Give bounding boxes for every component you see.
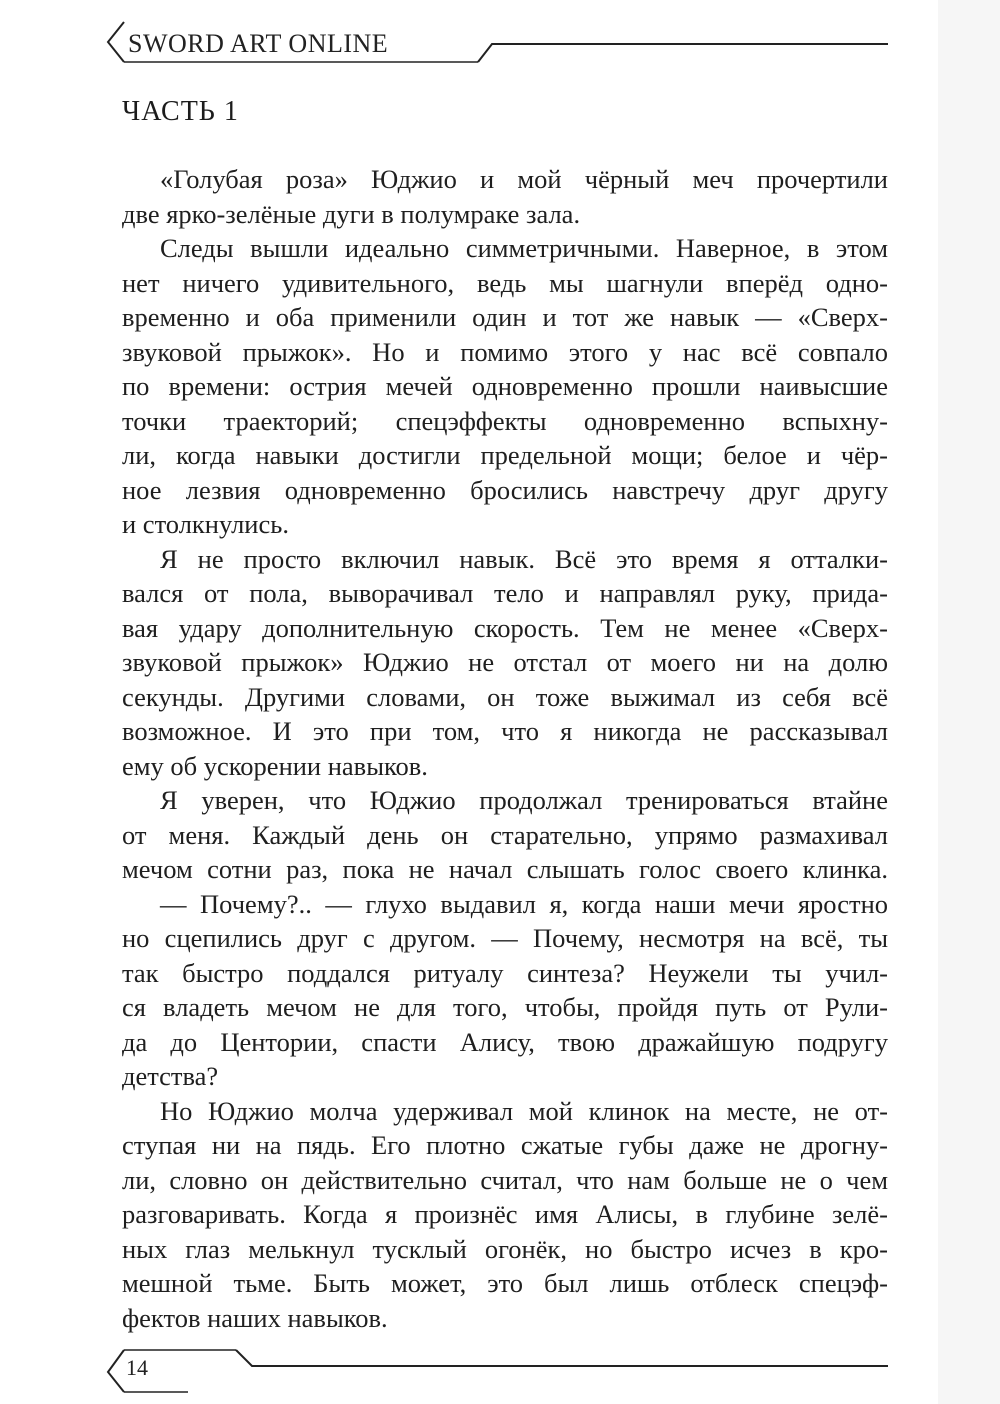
body-line: ступая ни на пядь. Его плотно сжатые губы даже не дрогну- bbox=[122, 1130, 888, 1160]
body-line: секунды. Другими словами, он тоже выжимал из себя всё bbox=[122, 681, 888, 712]
body-line: детства? bbox=[122, 1061, 219, 1091]
footer-rule bbox=[0, 1330, 1000, 1400]
body-line: — Почему?.. — глухо выдавил я, когда наши мечи яростно bbox=[160, 888, 888, 919]
body-line: звуковой прыжок». Но и помимо этого у нас всё совпало bbox=[122, 336, 888, 367]
body-line: Я уверен, что Юджио продолжал тренироваться втайне bbox=[160, 785, 888, 815]
body-line: ся владеть мечом не для того, чтобы, пройдя путь от Рули- bbox=[122, 992, 888, 1022]
body-line: фектов наших навыков. bbox=[122, 1302, 388, 1333]
body-line: и столкнулись. bbox=[122, 509, 289, 539]
running-header-title: SWORD ART ONLINE bbox=[128, 29, 389, 58]
page-edge-shadow bbox=[938, 0, 1000, 1404]
body-text bbox=[122, 162, 888, 1335]
body-line: две ярко-зелёные дуги в полумраке зала. bbox=[122, 198, 581, 229]
body-line: временно и оба применили один и тот же навык — «Сверх- bbox=[122, 302, 888, 332]
body-line: ему об ускорении навыков. bbox=[122, 750, 428, 781]
body-line: ли, когда навыки достигли предельной мощи; белое и чёр- bbox=[122, 440, 888, 470]
body-line: возможное. И это при том, что я никогда не рассказывал bbox=[122, 716, 888, 746]
body-line: да до Центории, спасти Алису, твою дражайшую подругу bbox=[122, 1026, 888, 1057]
body-line: вался от пола, выворачивал тело и направлял руку, прида- bbox=[122, 578, 888, 608]
body-line: мечом сотни раз, пока не начал слышать голос своего клинка. bbox=[122, 854, 888, 884]
body-line: но сцепились друг с другом. — Почему, несмотря на всё, ты bbox=[122, 923, 888, 953]
body-line: ли, словно он действительно считал, что нам больше не о чем bbox=[122, 1164, 888, 1195]
body-line: ных глаз мелькнул тусклый огонёк, но быстро исчез в кро- bbox=[122, 1233, 888, 1264]
body-line: так быстро поддался ритуалу синтеза? Неужели ты учил- bbox=[122, 957, 888, 988]
page-number: 14 bbox=[126, 1355, 148, 1380]
body-line: разговаривать. Когда я произнёс имя Алисы, в глубине зелё- bbox=[122, 1199, 888, 1229]
body-line: ное лезвия одновременно бросились навстречу друг другу bbox=[122, 474, 888, 505]
chapter-title: ЧАСТЬ 1 bbox=[122, 96, 239, 127]
body-line: по времени: острия мечей одновременно прошли наивысшие bbox=[122, 371, 888, 401]
body-line: вая удару дополнительную скорость. Тем не менее «Сверх- bbox=[122, 612, 888, 643]
body-line: от меня. Каждый день он старательно, упрямо размахивал bbox=[122, 819, 888, 850]
body-line: «Голубая роза» Юджио и мой чёрный меч прочертили bbox=[160, 164, 888, 194]
body-line: точки траекторий; спецэффекты одновременно вспыхну- bbox=[122, 405, 888, 436]
body-line: звуковой прыжок» Юджио не отстал от моего ни на долю bbox=[122, 647, 888, 677]
body-line: Я не просто включил навык. Всё это время я отталки- bbox=[160, 543, 888, 574]
body-line: нет ничего удивительного, ведь мы шагнули вперёд одно- bbox=[122, 267, 888, 298]
body-line: мешной тьме. Быть может, это был лишь отблеск спецэф- bbox=[122, 1268, 888, 1298]
body-line: Но Юджио молча удерживал мой клинок на месте, не от- bbox=[160, 1095, 888, 1126]
body-line: Следы вышли идеально симметричными. Наверное, в этом bbox=[160, 233, 888, 263]
